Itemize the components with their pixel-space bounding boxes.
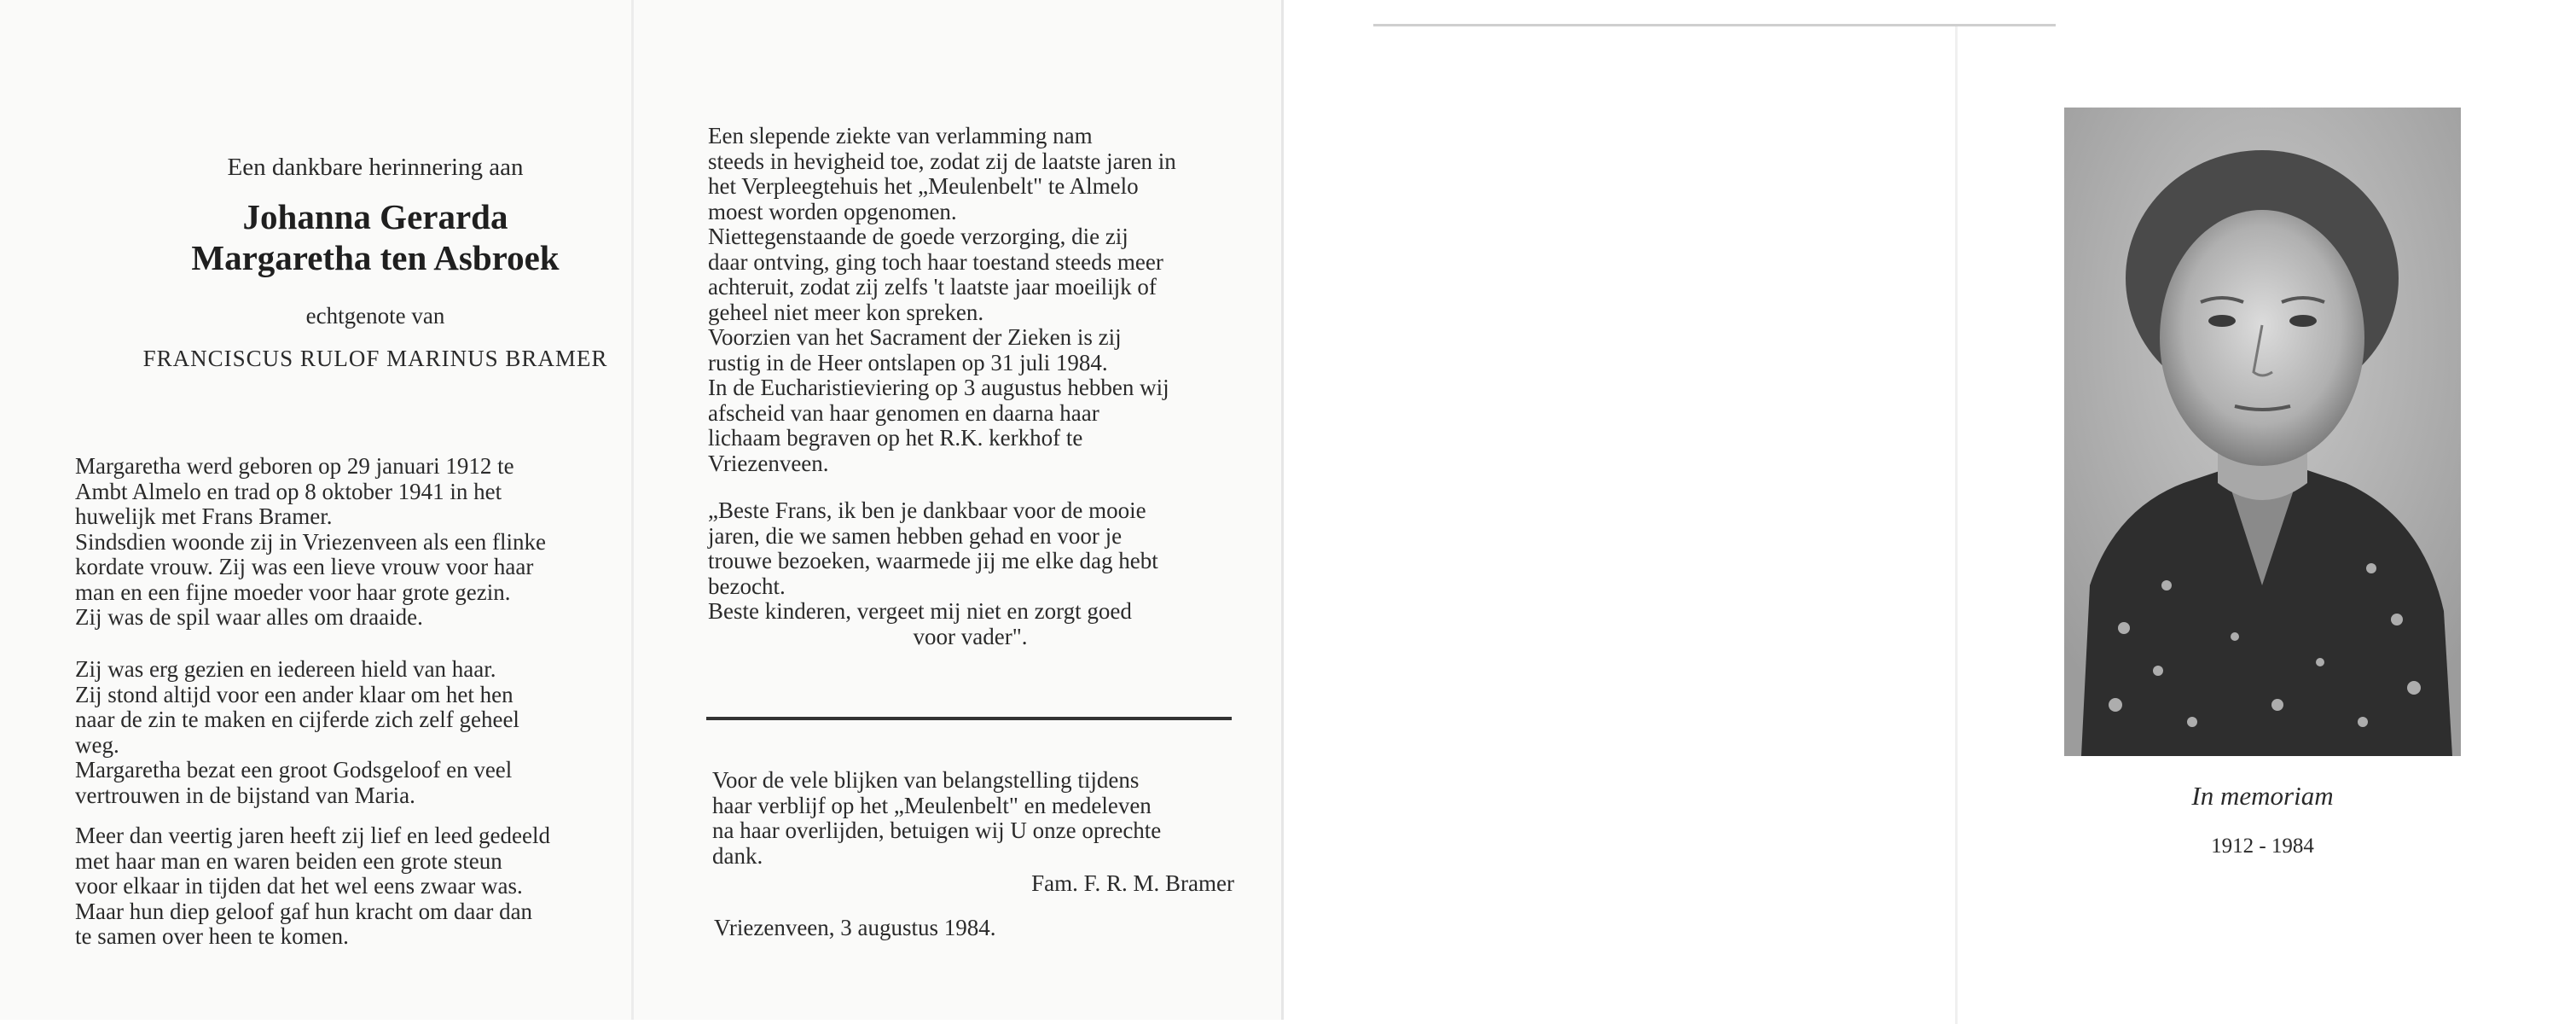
- portrait-photo: [2064, 108, 2461, 756]
- text-line: „Beste Frans, ik ben je dankbaar voor de mooie: [708, 497, 1146, 523]
- text-line: huwelijk met Frans Bramer.: [75, 503, 333, 529]
- text-line: geheel niet meer kon spreken.: [708, 299, 984, 325]
- text-line: vertrouwen in de bijstand van Maria.: [75, 782, 415, 808]
- text-line: afscheid van haar genomen en daarna haar: [708, 399, 1099, 426]
- text-line: Sindsdien woonde zij in Vriezenveen als een flinke: [75, 528, 546, 555]
- name-line: Margaretha ten Asbroek: [191, 238, 560, 277]
- page-fold: [631, 0, 634, 1020]
- text-line: Niettegenstaande de goede verzorging, die zij: [708, 224, 1128, 249]
- spouse-label: echtgenote van: [305, 303, 445, 329]
- text-line: Zij was de spil waar alles om draaide.: [75, 604, 423, 630]
- text-line: In de Eucharistieviering op 3 augustus hebben wij: [708, 375, 1169, 400]
- text-line: Vriezenveen.: [708, 450, 829, 476]
- bio-paragraph: [75, 454, 604, 631]
- thanks-paragraph: [712, 768, 1234, 869]
- in-memoriam-caption: In memoriam: [2191, 781, 2334, 811]
- deceased-name: [128, 196, 623, 278]
- text-line: het Verpleegtehuis het „Meulenbelt" te Almelo: [708, 173, 1139, 199]
- portrait-image: [2064, 108, 2461, 756]
- text-line: achteruit, zodat zij zelfs 't laatste jaar moeilijk of: [708, 274, 1157, 300]
- farewell-quote: [708, 498, 1233, 649]
- text-line: te samen over heen te komen.: [75, 923, 349, 949]
- place-date: Vriezenveen, 3 augustus 1984.: [714, 915, 996, 940]
- text-line: man en een fijne moeder voor haar grote gezin.: [75, 579, 511, 605]
- divider: [706, 717, 1232, 720]
- text-line: Zij was erg gezien en iedereen hield van haar.: [75, 656, 496, 682]
- text-line: steeds in hevigheid toe, zodat zij de laatste jaren in: [708, 148, 1176, 174]
- text-line: rustig in de Heer ontslapen op 31 juli 1984.: [708, 349, 1108, 375]
- text-line: haar verblijf op het „Meulenbelt" en medeleven: [712, 792, 1152, 818]
- text-line: lichaam begraven op het R.K. kerkhof te: [708, 425, 1083, 451]
- intro-text: Een dankbare herinnering aan: [227, 154, 524, 181]
- bio-paragraph: [75, 823, 604, 950]
- spouse-name: FRANCISCUS RULOF MARINUS BRAMER: [142, 346, 608, 371]
- text-line: weg.: [75, 731, 119, 758]
- text-line: Maar hun diep geloof gaf hun kracht om daar dan: [75, 898, 533, 924]
- text-line: Voorzien van het Sacrament der Zieken is zij: [708, 324, 1122, 350]
- text-line: Zij stond altijd voor een ander klaar om het hen: [75, 681, 513, 707]
- text-line: Beste kinderen, vergeet mij niet en zorgt goed: [708, 598, 1132, 624]
- bio-paragraph: [75, 657, 604, 808]
- text-line: Meer dan veertig jaren heeft zij lief en leed gedeeld: [75, 823, 550, 848]
- page-fold: [1955, 26, 1958, 1024]
- text-line: bezocht.: [708, 573, 786, 599]
- text-line: naar de zin te maken en cijferde zich zelf geheel: [75, 707, 519, 732]
- text-line: Ambt Almelo en trad op 8 oktober 1941 in het: [75, 478, 502, 504]
- text-line: moest worden opgenomen.: [708, 198, 957, 224]
- text-line: dank.: [712, 842, 763, 869]
- text-line: Een slepende ziekte van verlamming nam: [708, 123, 1093, 148]
- text-line: Margaretha werd geboren op 29 januari 1912 te: [75, 453, 514, 479]
- text-line: met haar man en waren beiden een grote steun: [75, 847, 502, 874]
- text-line: kordate vrouw. Zij was een lieve vrouw voor haar: [75, 554, 534, 579]
- illness-paragraph: [708, 124, 1233, 476]
- torn-edge: [1373, 24, 2056, 26]
- text-line: voor vader".: [913, 623, 1028, 649]
- text-line: Voor de vele blijken van belangstelling tijdens: [712, 767, 1140, 793]
- text-line: daar ontving, ging toch haar toestand steeds meer: [708, 248, 1163, 275]
- life-years: 1912 - 1984: [2211, 835, 2314, 858]
- family-signature: Fam. F. R. M. Bramer: [1031, 870, 1234, 896]
- text-line: trouwe bezoeken, waarmede jij me elke dag hebt: [708, 548, 1158, 573]
- text-line: voor elkaar in tijden dat het wel eens zwaar was.: [75, 873, 523, 899]
- text-line: jaren, die we samen hebben gehad en voor je: [708, 522, 1123, 549]
- text-line: Margaretha bezat een groot Godsgeloof en veel: [75, 757, 513, 783]
- text-line: na haar overlijden, betuigen wij U onze oprechte: [712, 817, 1162, 843]
- name-line: Johanna Gerarda: [242, 197, 508, 236]
